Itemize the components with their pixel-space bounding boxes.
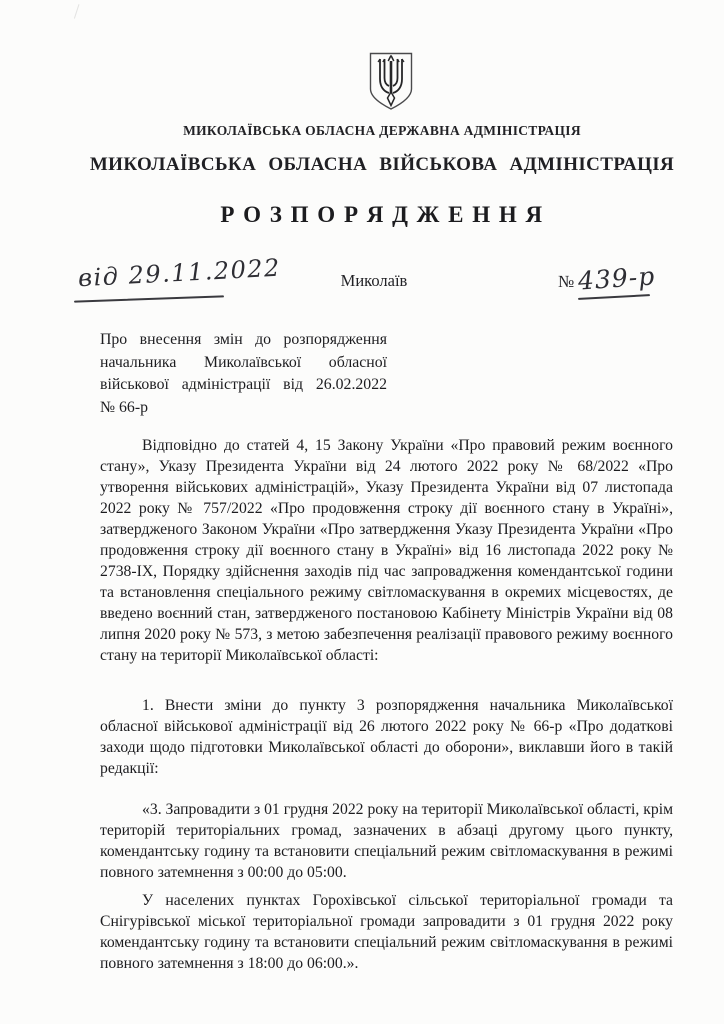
issuing-authority-military-administration: МИКОЛАЇВСЬКА ОБЛАСНА ВІЙСЬКОВА АДМІНІСТРАЦІЯ: [89, 154, 675, 175]
ukraine-trident-emblem-icon: [368, 51, 414, 111]
handwritten-date: від 29.11.2022: [77, 253, 282, 293]
number-sign-label: №: [558, 272, 575, 291]
document-body: [100, 435, 673, 974]
subject-line: № 66-р: [100, 398, 148, 416]
paragraph-point-1-amendment: 1. Внести зміни до пункту 3 розпорядження начальника Миколаївської обласної військової адміністрації від 26 лютого 2022 року № 66-р «Про додаткові заходи щодо підготовки Миколаївської області до оборони», виклавши його в такій редакції:: [100, 697, 673, 777]
paragraph-settlements-curfew: У населених пунктах Горохівської сільської територіальної громади та Снігурівської міської територіальної громади запровадити з 01 грудня 2022 року комендантську годину та встановити спеціальний режим світломаскування в режимі повного затемнення з 18:00 до 06:00.».: [100, 892, 673, 972]
issuing-authority-state-administration: МИКОЛАЇВСЬКА ОБЛАСНА ДЕРЖАВНА АДМІНІСТРАЦІЯ: [183, 123, 581, 138]
city-name: Миколаїв: [340, 271, 408, 290]
document-number: [558, 261, 657, 296]
paragraph-new-point-3-curfew: «3. Запровадити з 01 грудня 2022 року на території Миколаївської області, крім територій територіальних громад, зазначених в абзаці другому цього пункту, комендантську годину та встановити спеціальний режим світломаскування в режимі повного затемнення з 00:00 до 05:00.: [100, 801, 673, 881]
handwritten-number: 439-р: [577, 261, 657, 296]
subject-line: військової адміністрації від 26.02.2022: [100, 376, 387, 394]
subject-line: Про внесення змін до розпорядження: [100, 331, 387, 348]
document-type-title: Р О З П О Р Я Д Ж Е Н Н Я: [220, 202, 544, 227]
paragraph-legal-basis: Відповідно до статей 4, 15 Закону України «Про правовий режим воєнного стану», Указу Президента України від 24 лютого 2022 року № 68/2022 «Про утворення військових адміністрацій», Указу Президента України від 07 листопада 2022 року № 757/2022 «Про продовження строку дії воєнного стану в Україні», затвердженого Законом України «Про затвердження Указу Президента України «Про продовження строку дії воєнного стану в Україні» від 16 листопада 2022 року № 2738-IX, Порядку здійснення заходів під час запровадження комендантської години та встановлення спеціального режиму світломаскування в окремих місцевостях, де введено воєнний стан, затвердженого постановою Кабінету Міністрів України від 08 липня 2020 року № 573, з метою забезпечення реалізації правового режиму воєнного стану на території Миколаївської області:: [100, 437, 673, 664]
subject-block: [100, 329, 387, 419]
date-underline: [74, 295, 224, 302]
date-number-row: [0, 253, 724, 310]
scan-artifact: [74, 4, 86, 21]
subject-line: начальника Миколаївської обласної: [100, 353, 387, 371]
